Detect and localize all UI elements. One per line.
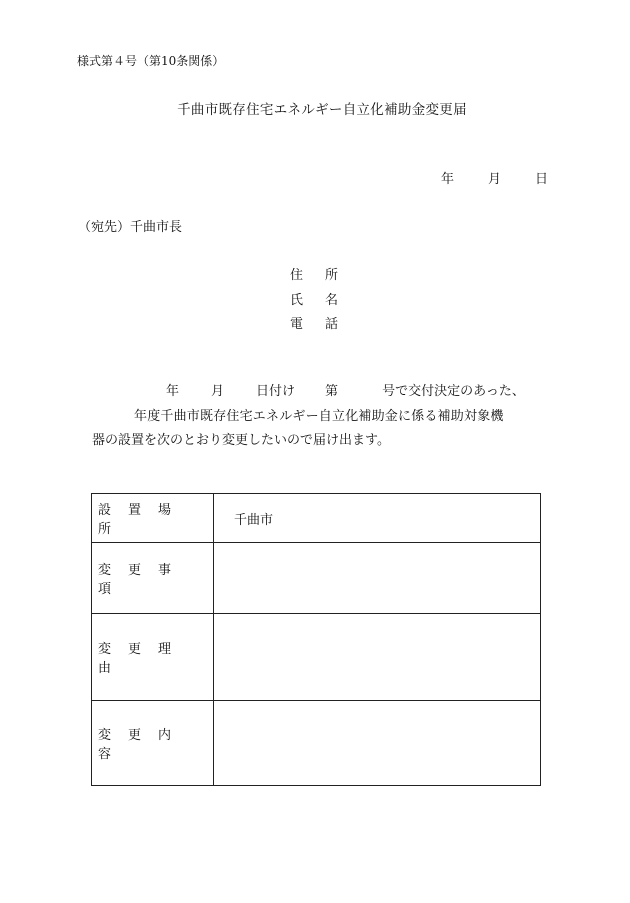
applicant-phone-label-char2: 話 bbox=[325, 317, 339, 332]
body-line1-rest: 号で交付決定のあった、 bbox=[382, 384, 525, 399]
form-number: 様式第４号（第10条関係） bbox=[77, 54, 225, 68]
change-content-value bbox=[214, 701, 541, 786]
change-content-label: 変更内容 bbox=[98, 728, 189, 762]
table-row bbox=[92, 543, 541, 614]
body-number-prefix: 第 bbox=[325, 384, 339, 399]
applicant-address-label-char1: 住 bbox=[290, 268, 304, 283]
table-row bbox=[92, 494, 541, 543]
applicant-address-row bbox=[290, 264, 338, 283]
change-details-table bbox=[91, 493, 541, 786]
body-line-1 bbox=[166, 380, 525, 399]
change-item-label: 変更事項 bbox=[98, 563, 189, 597]
applicant-name-label-char2: 名 bbox=[325, 293, 339, 308]
document-title: 千曲市既存住宅エネルギー自立化補助金変更届 bbox=[177, 102, 467, 118]
body-dated-label: 日付け bbox=[256, 384, 296, 399]
applicant-address-label-char2: 所 bbox=[325, 268, 339, 283]
date-line bbox=[441, 168, 548, 187]
change-item-value bbox=[214, 543, 541, 614]
body-month-label: 月 bbox=[211, 384, 225, 399]
body-line-3: 器の設置を次のとおり変更したいので届け出ます。 bbox=[92, 433, 390, 448]
body-year-label: 年 bbox=[166, 384, 180, 399]
applicant-name-row bbox=[290, 289, 338, 308]
applicant-phone-row bbox=[290, 313, 338, 332]
applicant-phone-label-char1: 電 bbox=[290, 317, 304, 332]
table-row bbox=[92, 614, 541, 701]
addressee: （宛先）千曲市長 bbox=[78, 220, 183, 235]
date-month-label: 月 bbox=[487, 172, 501, 187]
change-reason-value bbox=[214, 614, 541, 701]
change-reason-label: 変更理由 bbox=[98, 642, 189, 676]
table-label-cell bbox=[92, 614, 214, 701]
applicant-name-label-char1: 氏 bbox=[290, 293, 304, 308]
table-label-cell bbox=[92, 701, 214, 786]
table-label-cell bbox=[92, 494, 214, 543]
date-day-label: 日 bbox=[534, 172, 548, 187]
installation-location-label: 設置場所 bbox=[98, 503, 189, 537]
date-year-label: 年 bbox=[440, 172, 454, 187]
installation-location-value: 千曲市 bbox=[214, 494, 541, 543]
table-row bbox=[92, 701, 541, 786]
table-label-cell bbox=[92, 543, 214, 614]
body-line-2: 年度千曲市既存住宅エネルギー自立化補助金に係る補助対象機 bbox=[134, 409, 504, 424]
